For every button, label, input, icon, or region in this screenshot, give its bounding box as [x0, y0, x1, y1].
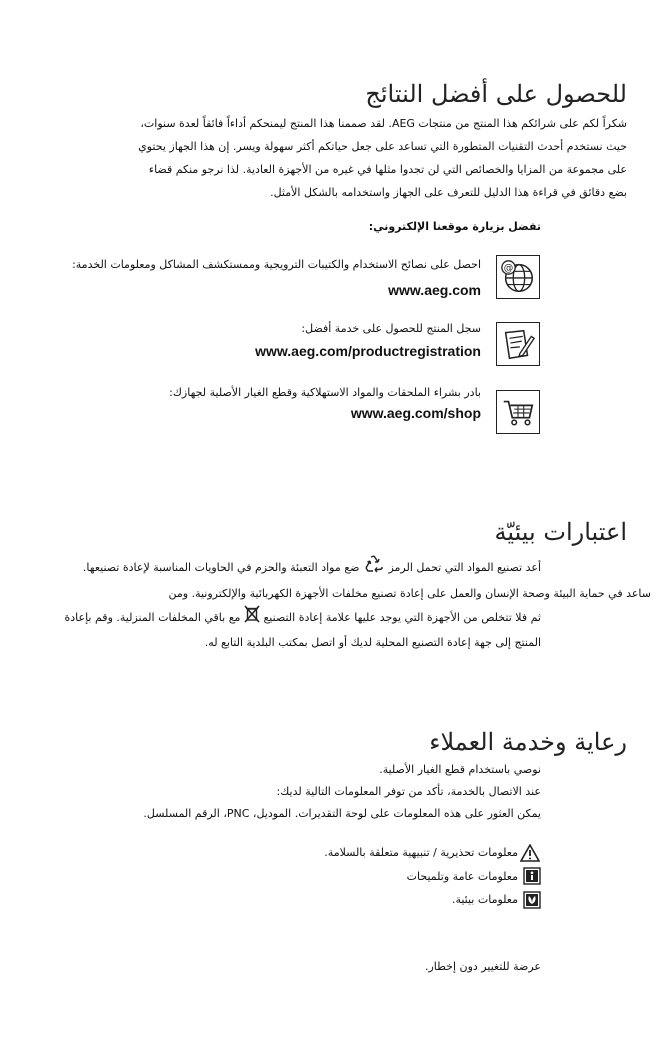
intro-line: حيث نستخدم أحدث التقنيات المتطورة التي تساعد على جعل حياتكم أكثر سهولة ويسر. إن هذا الجهاز يحتوي [138, 140, 627, 153]
link-description: بادر بشراء الملحقات والمواد الاستهلاكية وقطع الغيار الأصلية لجهازك: [169, 386, 481, 399]
care-line: نوصي باستخدام قطع الغيار الأصلية. [379, 763, 541, 776]
link-shop[interactable]: www.aeg.com/shop [350, 405, 481, 421]
info-icon [522, 866, 542, 886]
link-aeg-home[interactable]: www.aeg.com [388, 282, 481, 298]
intro-line: شكراً لكم على شرائكم هذا المنتج من منتجات AEG. لقد صممنا هذا المنتج ليمنحكم أداءاً فائقاً لعدة سنوات، [140, 117, 627, 130]
environment-paragraph [11, 554, 651, 654]
intro-line: بضع دقائق في قراءة هذا الدليل للتعرف على الجهاز واستخدامه بالشكل الأمثل. [270, 186, 627, 199]
link-product-registration[interactable]: www.aeg.com/productregistration [255, 343, 481, 359]
link-description: احصل على نصائح الاستخدام والكتيبات الترويجية وممستكشف المشاكل ومعلومات الخدمة: [72, 258, 481, 271]
legend-environment-text: معلومات بيئية. [451, 893, 518, 906]
section-title-best-results: للحصول على أفضل النتائج [365, 80, 627, 108]
globe-at-icon [496, 255, 540, 299]
warning-triangle-icon [520, 843, 540, 863]
footer-note: عرضة للتغيير دون إخطار. [424, 960, 541, 973]
section-title-customer-care: رعاية وخدمة العملاء [429, 728, 627, 756]
intro-paragraph [17, 112, 627, 204]
legend-warning-text: معلومات تحذيرية / تنبيهية متعلقة بالسلامة. [324, 846, 518, 859]
environment-line: المنتج إلى جهة إعادة التصنيع المحلية لديك أو اتصل بمكتب البلدية التابع له. [204, 636, 541, 649]
environment-line: ساعد في حماية البيئة وصحة الإنسان والعمل على إعادة تصنيع مخلفات الأجهزة الكهربائية والإلكترونية. ومن [168, 587, 651, 600]
recycle-icon [363, 554, 385, 582]
environment-line: أعد تصنيع المواد التي تحمل الرمز ضع مواد التعبئة والحزم في الحاويات المناسبة لإعادة تصنيعها. [11, 554, 541, 582]
section-title-environment: اعتبارات بيئيّة [494, 518, 627, 546]
document-pen-icon [496, 322, 540, 366]
environment-line: ثم فلا تتخلص من الأجهزة التي يوجد عليها علامة إعادة التصنيع مع باقي المخلفات المنزلية. وقم بإعادة [11, 605, 541, 631]
link-description: سجل المنتج للحصول على خدمة أفضل: [301, 322, 481, 335]
legend-info-text: معلومات عامة وتلميحات [406, 870, 518, 883]
care-line: عند الاتصال بالخدمة، تأكد من توفر المعلومات التالية لديك: [276, 785, 541, 798]
visit-website-heading: تفضل بزيارة موقعنا الإلكتروني: [368, 220, 541, 233]
svg-text:@: @ [503, 262, 514, 274]
customer-care-paragraph [11, 759, 541, 825]
shopping-cart-icon [496, 390, 540, 434]
care-line: يمكن العثور على هذه المعلومات على لوحة التقديرات. الموديل، PNC، الرقم المسلسل. [143, 807, 541, 820]
environment-leaf-icon [522, 890, 542, 910]
intro-line: على مجموعة من المزايا والخصائص التي لن تجدوا مثلها في غيره من الأجهزة العادية. لذا نرجو منكم قضاء [148, 163, 627, 176]
crossed-bin-icon [244, 605, 260, 631]
